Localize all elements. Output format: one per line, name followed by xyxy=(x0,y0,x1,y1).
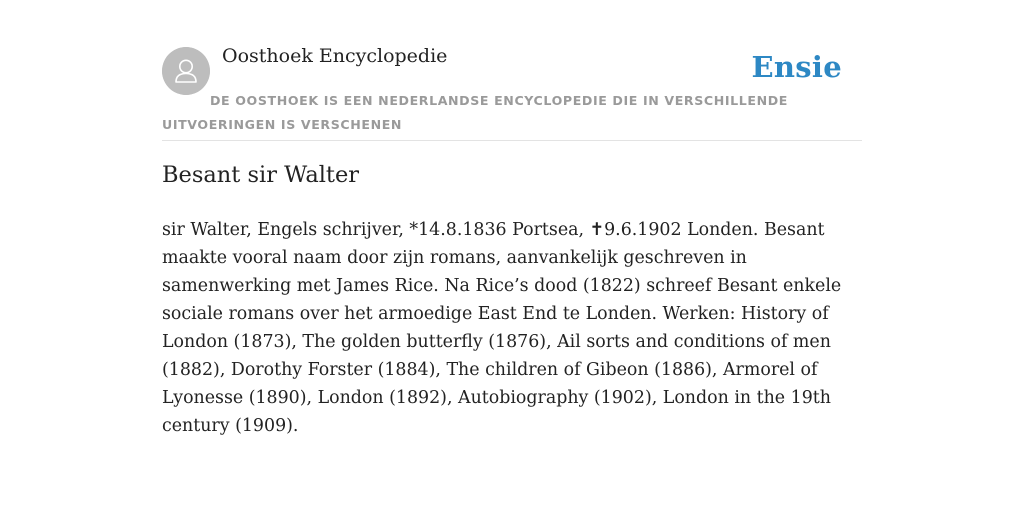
page-container xyxy=(162,0,862,436)
article-title: Besant sir Walter xyxy=(162,162,360,188)
source-header xyxy=(162,0,862,141)
source-tagline: DE OOSTHOEK IS EEN NEDERLANDSE ENCYCLOPEDIE DIE IN VERSCHILLENDE UITVOERINGEN IS VERSCHENEN xyxy=(162,93,789,132)
article-body: sir Walter, Engels schrijver, *14.8.1836 Portsea, ✝9.6.1902 Londen. Besant maakte vooral naam door zijn romans, aanvankelijk geschreven in samenwerking met James Rice. Na Rice’s dood (1822) schreef Besant enkele sociale romans over het armoedige East End te Londen. Werken: History of London (1873), The golden butterfly (1876), Ail sorts and conditions of men (1882), Dorothy Forster (1884), The children of Gibeon (1886), Armorel of Lyonesse (1890), London (1892), Autobiography (1902), London in the 19th century (1909). xyxy=(162,220,842,436)
user-avatar-icon[interactable] xyxy=(162,47,210,95)
ensie-logo[interactable]: Ensie xyxy=(751,50,842,84)
source-name-link[interactable]: Oosthoek Encyclopedie xyxy=(222,45,448,67)
